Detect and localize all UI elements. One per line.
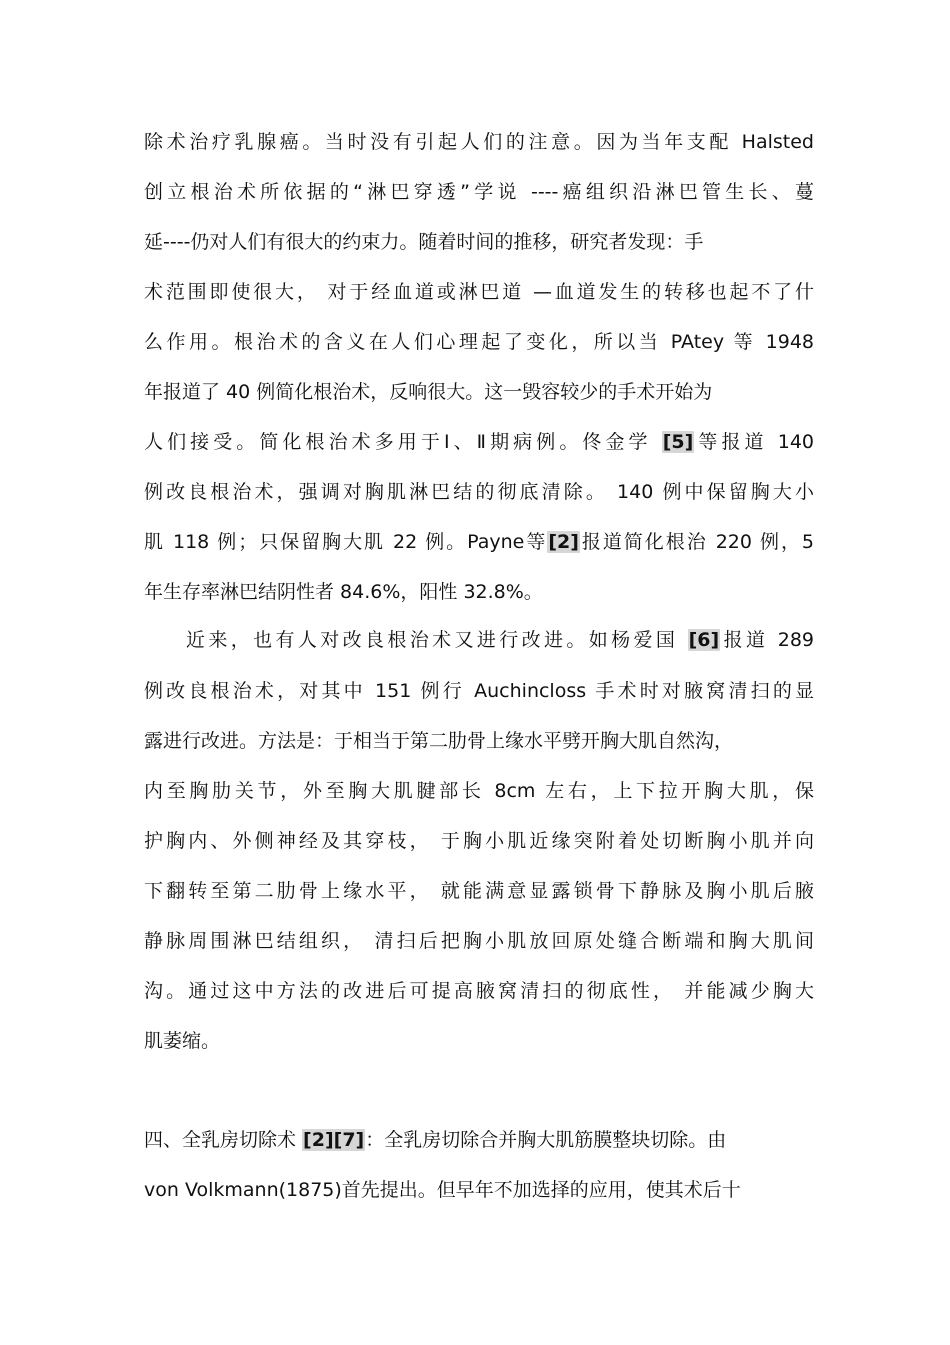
text-line xyxy=(186,625,814,655)
text-line: 沟。通过这中方法的改进后可提高腋窝清扫的彻底性， 并能减少胸大 xyxy=(144,980,814,1002)
text-line: 静脉周围淋巴结组织， 清扫后把胸小肌放回原处缝合断端和胸大肌间 xyxy=(144,930,814,952)
text-segment: ：全乳房切除合并胸大肌筋膜整块切除。由 xyxy=(365,1129,727,1151)
text-line xyxy=(144,427,814,457)
text-line: 内至胸肋关节，外至胸大肌腱部长 8cm 左右，上下拉开胸大肌，保 xyxy=(144,780,814,802)
text-line: 术范围即使很大， 对于经血道或淋巴道 —血道发生的转移也起不了什 xyxy=(144,281,814,303)
text-line: 露进行改进。方法是：于相当于第二肋骨上缘水平劈开胸大肌自然沟， xyxy=(144,730,734,752)
text-line: 例改良根治术，强调对胸肌淋巴结的彻底清除。 140 例中保留胸大小 xyxy=(144,481,814,503)
text-line: 年生存率淋巴结阴性者 84.6%，阳性 32.8%。 xyxy=(144,581,543,603)
text-segment: 等报道 140 xyxy=(694,431,814,453)
text-segment: 报道简化根治 220 例，5 xyxy=(579,531,814,553)
text-segment: 肌 118 例；只保留胸大肌 22 例。Payne等 xyxy=(144,531,548,553)
text-line: 么作用。根治术的含义在人们心理起了变化，所以当 PAtey 等 1948 xyxy=(144,331,814,353)
section-heading-line xyxy=(144,1125,814,1155)
citation-ref[interactable]: [2] xyxy=(548,531,579,553)
text-line: 例改良根治术，对其中 151 例行 Auchincloss 手术时对腋窝清扫的显 xyxy=(144,680,814,702)
text-segment: 四、全乳房切除术 xyxy=(144,1129,303,1151)
text-segment: 报道 289 xyxy=(720,629,814,651)
text-line: 肌萎缩。 xyxy=(144,1030,221,1052)
text-line xyxy=(144,527,814,557)
text-line: 创立根治术所依据的“淋巴穿透”学说 ----癌组织沿淋巴管生长、蔓 xyxy=(144,181,814,203)
citation-ref[interactable]: [5] xyxy=(662,431,694,453)
text-line: 护胸内、外侧神经及其穿枝， 于胸小肌近缘突附着处切断胸小肌并向 xyxy=(144,830,814,852)
text-line: 除术治疗乳腺癌。当时没有引起人们的注意。因为当年支配 Halsted xyxy=(144,131,814,153)
text-line: 年报道了 40 例简化根治术，反响很大。这一毁容较少的手术开始为 xyxy=(144,381,713,403)
text-segment: 人们接受。简化根治术多用于Ⅰ、Ⅱ期病例。佟金学 xyxy=(144,431,662,453)
text-line: von Volkmann(1875)首先提出。但早年不加选择的应用，使其术后十 xyxy=(144,1179,741,1201)
citation-ref[interactable]: [2][7] xyxy=(303,1129,365,1151)
text-segment: 近来，也有人对改良根治术又进行改进。如杨爱国 xyxy=(186,629,688,651)
text-line: 延----仍对人们有很大的约束力。随着时间的推移，研究者发现：手 xyxy=(144,231,704,253)
text-line: 下翻转至第二肋骨上缘水平， 就能满意显露锁骨下静脉及胸小肌后腋 xyxy=(144,880,814,902)
citation-ref[interactable]: [6] xyxy=(688,629,720,651)
